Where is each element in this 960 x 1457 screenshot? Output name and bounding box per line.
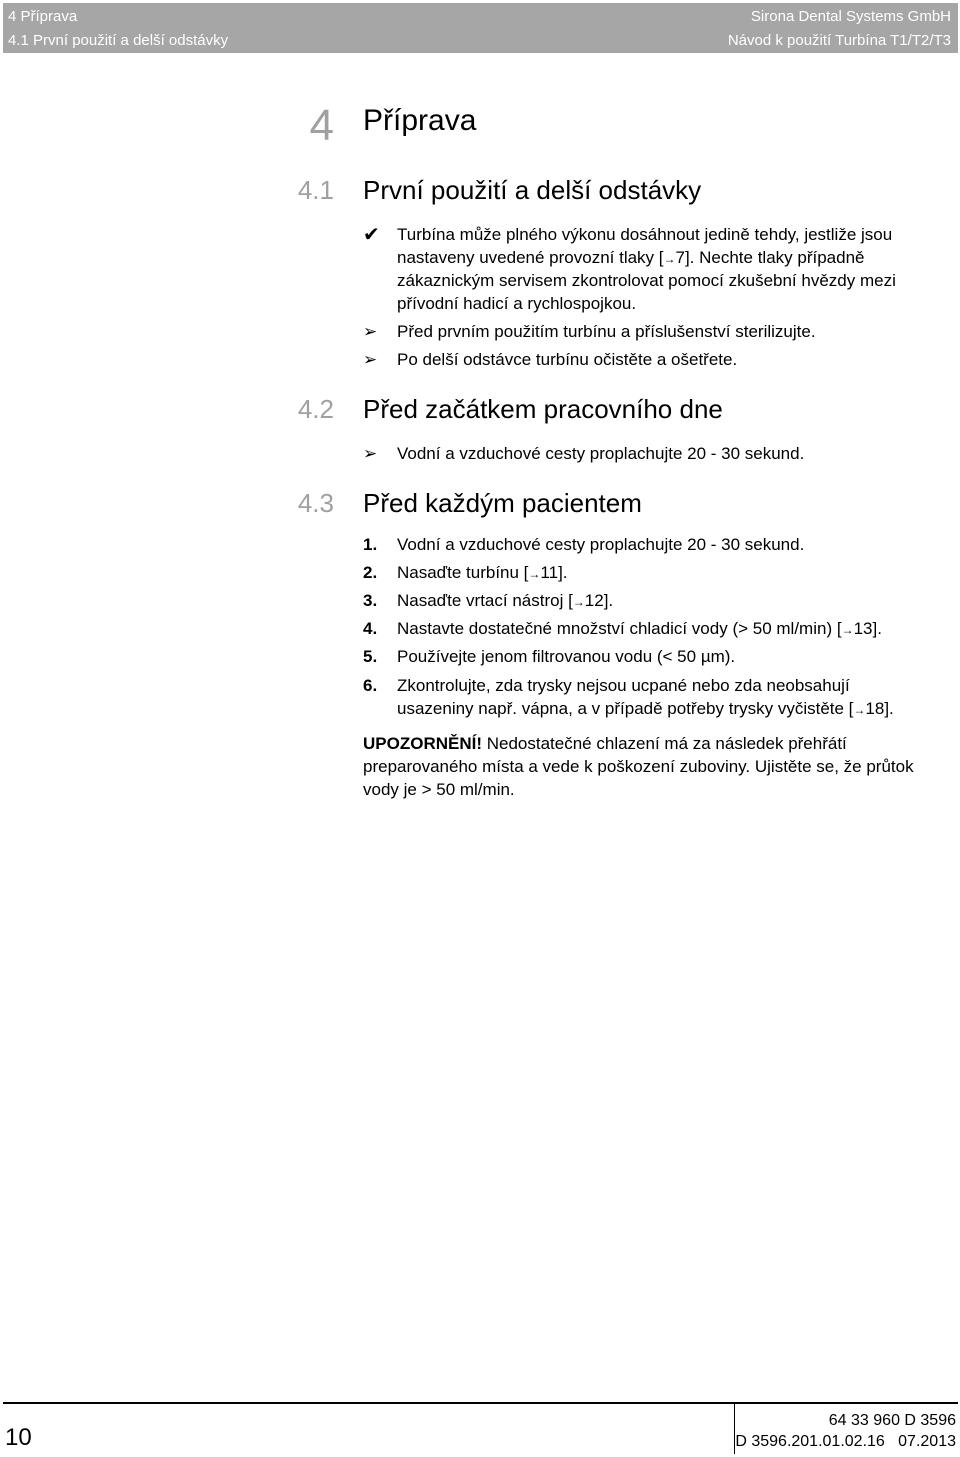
check-line-4: přívodní hadicí a rychlospojkou. (397, 294, 637, 313)
ref-arrow-icon: → (528, 567, 541, 581)
doc-id-date: D 3596.201.01.02.16 07.2013 (735, 1433, 956, 1450)
item-number: 6. (363, 676, 378, 695)
item-number: 1. (363, 535, 378, 554)
check-line-3: zákaznickým servisem zkontrolovat pomocí zkušební hvězdy mezi (397, 271, 896, 290)
section-4-2-title: Před začátkem pracovního dne (363, 394, 723, 424)
list-item: Vodní a vzduchové cesty proplachujte 20 - 30 sekund. (397, 535, 805, 554)
step-arrow-icon: ➢ (363, 444, 378, 463)
footer-rule (3, 1402, 958, 1404)
section-4-3-title: Před každým pacientem (363, 488, 642, 518)
ref-arrow-icon: → (853, 703, 866, 717)
check-line-2: nastaveny uvedené provozní tlaky [→7]. Nechte tlaky případně (397, 248, 865, 267)
header-company: Sirona Dental Systems GmbH (750, 8, 951, 25)
list-item-continuation: usazeniny např. vápna, a v případě potřeby trysky vyčistěte [→18]. (397, 699, 894, 718)
warning-line-3: vody je > 50 ml/min. (363, 780, 515, 799)
page-number: 10 (5, 1424, 32, 1451)
list-item: Používejte jenom filtrovanou vodu (< 50 µm). (397, 647, 736, 666)
item-number: 5. (363, 647, 378, 666)
header-section: 4.1 První použití a delší odstávky (8, 32, 229, 49)
warning-label: UPOZORNĚNÍ! (363, 734, 482, 753)
chapter-number: 4 (309, 101, 334, 150)
step-arrow-icon: ➢ (363, 350, 378, 369)
section-4-1-number: 4.1 (297, 175, 334, 205)
step-flush: Vodní a vzduchové cesty proplachujte 20 - 30 sekund. (397, 444, 805, 463)
item-number: 4. (363, 619, 378, 638)
check-line-1: Turbína může plného výkonu dosáhnout jedině tehdy, jestliže jsou (397, 225, 893, 244)
doc-number: 64 33 960 D 3596 (828, 1412, 956, 1429)
step-sterilize: Před prvním použitím turbínu a příslušenství sterilizujte. (397, 322, 816, 341)
check-icon: ✔ (363, 224, 380, 246)
page-header (3, 3, 958, 53)
ref-arrow-icon: → (663, 252, 676, 266)
list-item: Nasaďte vrtací nástroj [→12]. (397, 591, 614, 610)
header-chapter: 4 Příprava (8, 8, 78, 25)
list-item: Nastavte dostatečné množství chladicí vody (> 50 ml/min) [→13]. (397, 619, 882, 638)
ref-arrow-icon: → (572, 595, 585, 609)
step-arrow-icon: ➢ (363, 322, 378, 341)
item-number: 2. (363, 563, 378, 582)
list-item: Zkontrolujte, zda trysky nejsou ucpané nebo zda neobsahují (397, 676, 850, 695)
section-4-2-number: 4.2 (297, 394, 334, 424)
chapter-title: Příprava (363, 104, 477, 137)
header-manual: Návod k použití Turbína T1/T2/T3 (727, 32, 951, 49)
item-number: 3. (363, 591, 378, 610)
list-item: Nasaďte turbínu [→11]. (397, 563, 568, 582)
warning-line-2: preparovaného místa a vede k poškození zuboviny. Ujistěte se, že průtok (363, 757, 914, 776)
section-4-3-number: 4.3 (297, 488, 334, 518)
section-4-1-title: První použití a delší odstávky (363, 175, 702, 205)
warning-line-1: UPOZORNĚNÍ! Nedostatečné chlazení má za následek přehřátí (363, 734, 847, 753)
step-clean: Po delší odstávce turbínu očistěte a ošetřete. (397, 350, 738, 369)
ref-arrow-icon: → (841, 623, 854, 637)
